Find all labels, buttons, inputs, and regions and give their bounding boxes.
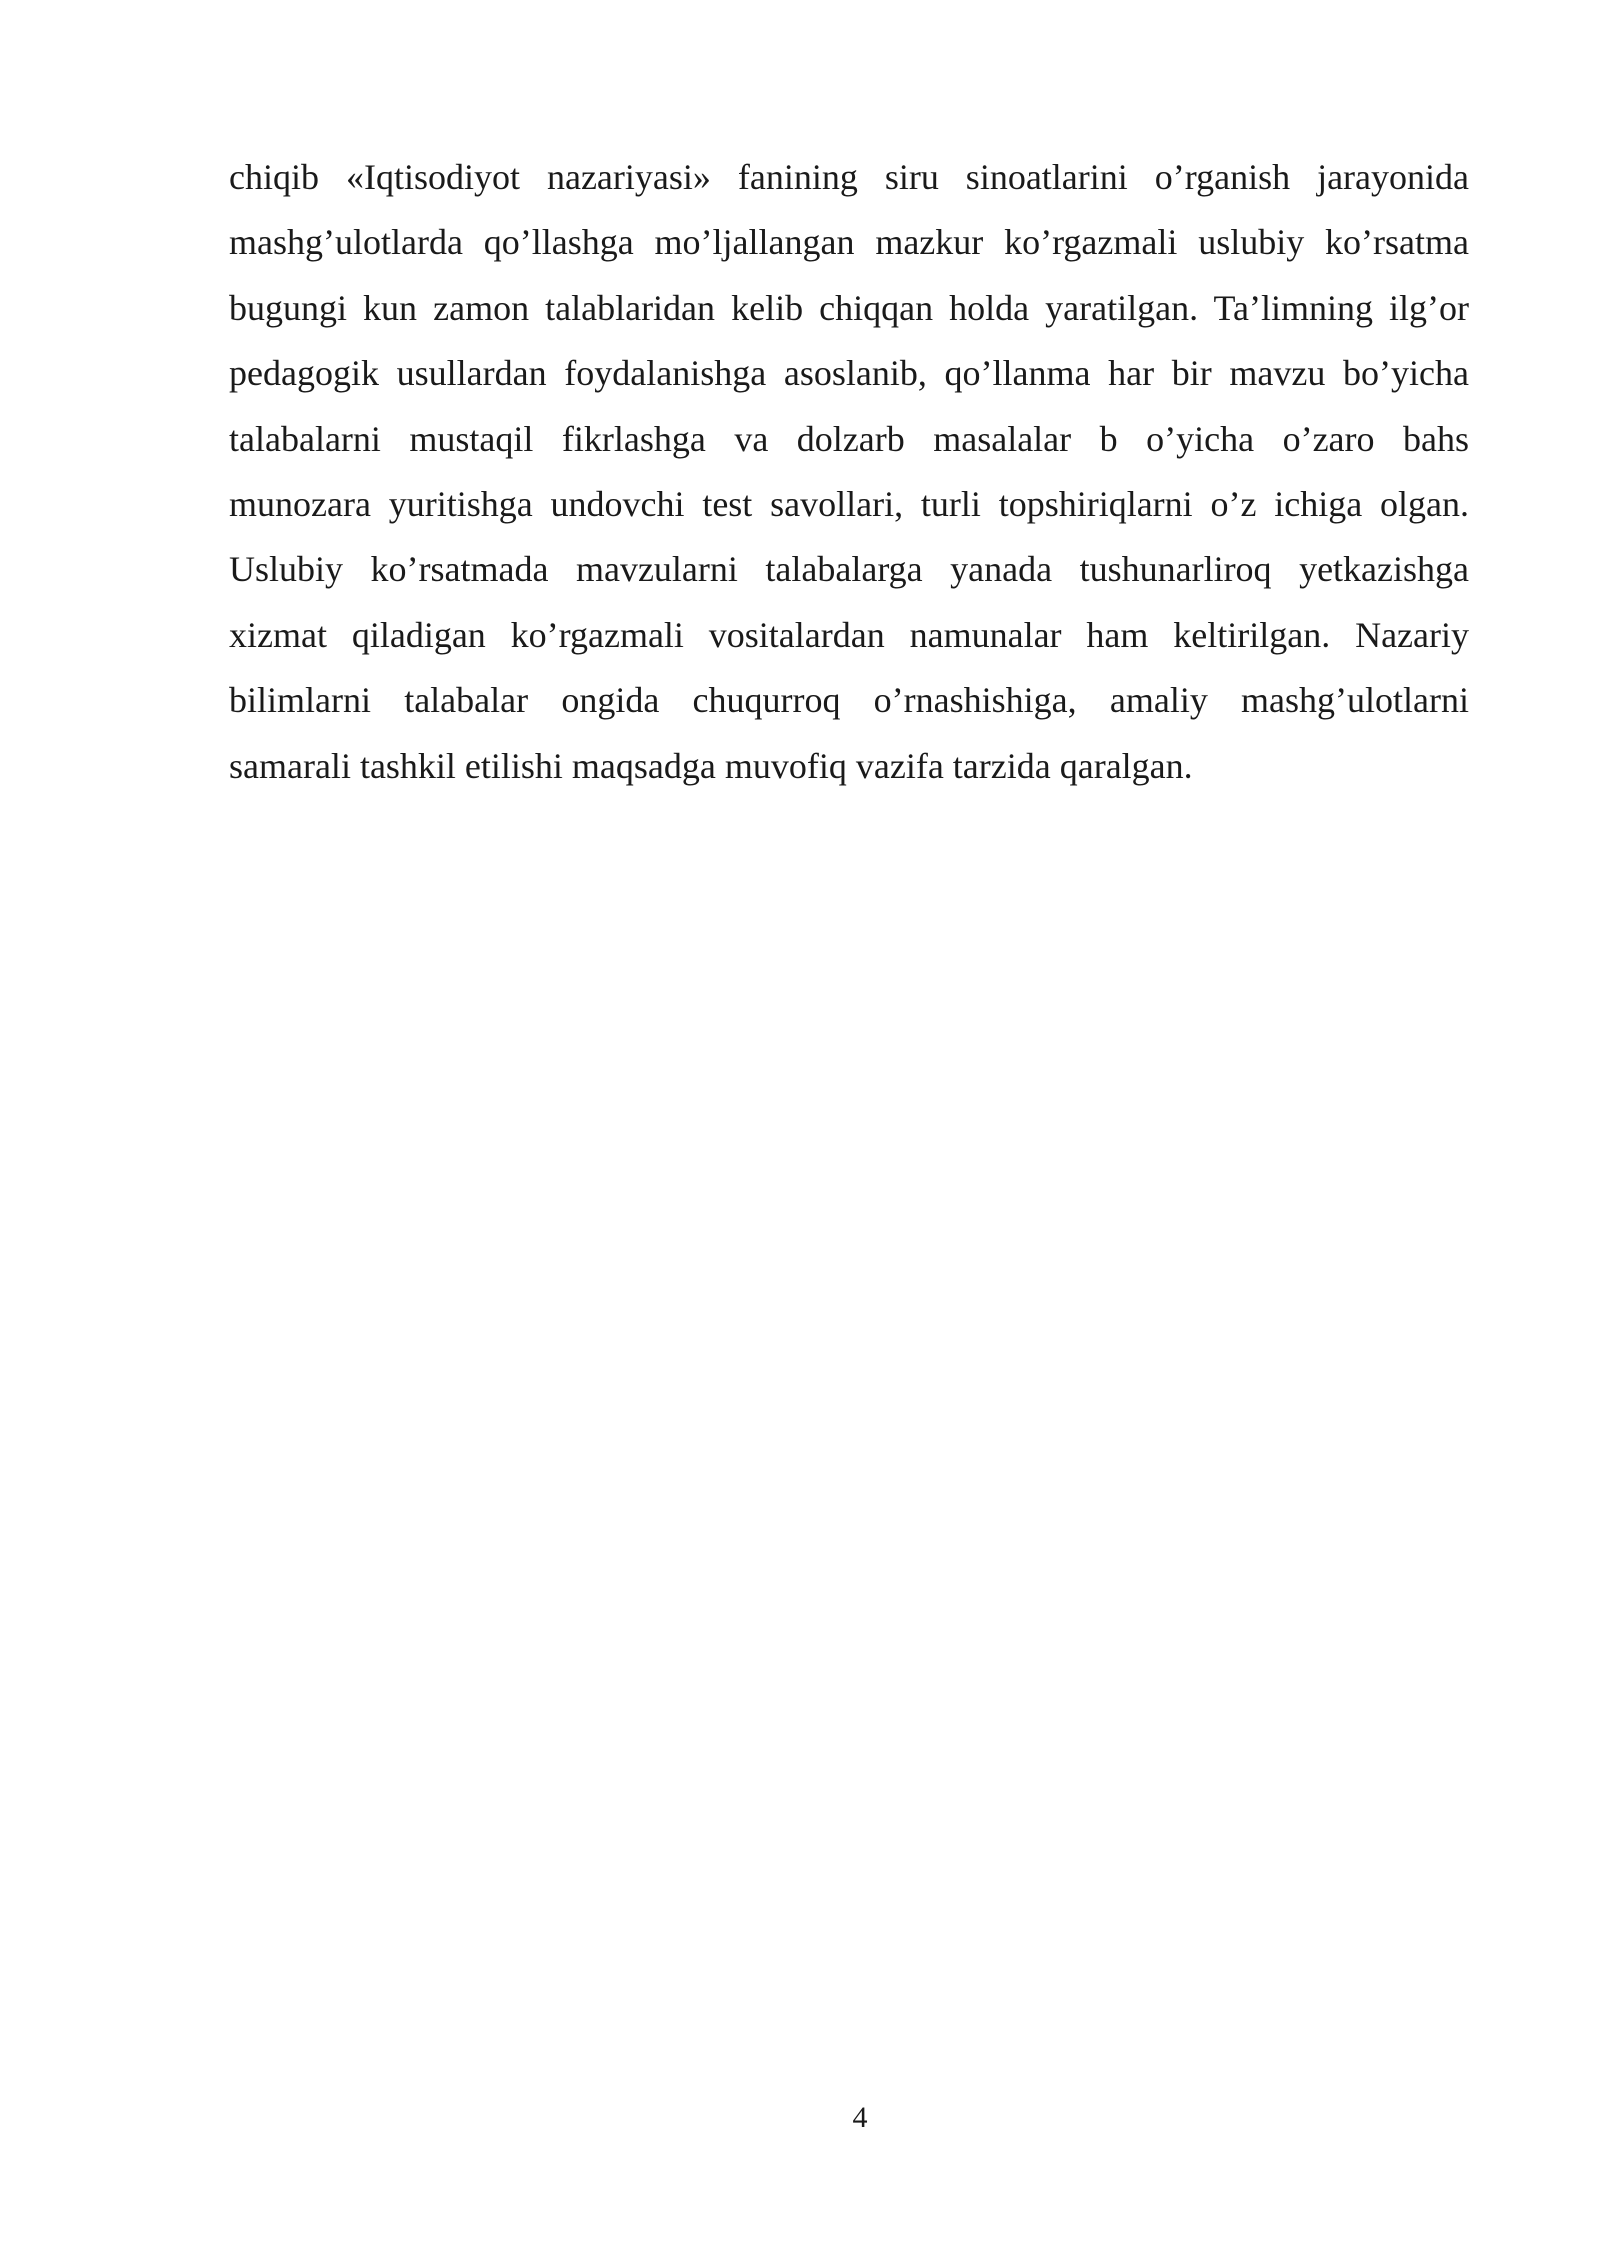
text-line: bilimlarni talabalar ongida chuqurroq o’rnashishiga, amaliy mashg’ulotlarni (229, 680, 1469, 721)
document-body (229, 145, 1469, 799)
text-line: bugungi kun zamon talablaridan kelib chiqqan holda yaratilgan. Ta’limning ilg’or (229, 287, 1469, 328)
text-line: samarali tashkil etilishi maqsadga muvofiq vazifa tarzida qaralgan. (229, 745, 1193, 786)
text-line: chiqib «Iqtisodiyot nazariyasi» fanining siru sinoatlarini o’rganish jarayonida (229, 157, 1469, 197)
text-line: xizmat qiladigan ko’rgazmali vositalardan namunalar ham keltirilgan. Nazariy (229, 614, 1469, 655)
text-line: munozara yuritishga undovchi test savollari, turli topshiriqlarni o’z ichiga olgan. (229, 483, 1469, 524)
page-number: 4 (852, 2101, 868, 2134)
text-line: Uslubiy ko’rsatmada mavzularni talabalarga yanada tushunarliroq yetkazishga (229, 549, 1469, 590)
text-line: talabalarni mustaqil fikrlashga va dolzarb masalalar b o’yicha o’zaro bahs (229, 418, 1469, 459)
text-line: pedagogik usullardan foydalanishga asoslanib, qo’llanma har bir mavzu bo’yicha (229, 353, 1469, 394)
text-line: mashg’ulotlarda qo’llashga mo’ljallangan mazkur ko’rgazmali uslubiy ko’rsatma (229, 222, 1469, 263)
